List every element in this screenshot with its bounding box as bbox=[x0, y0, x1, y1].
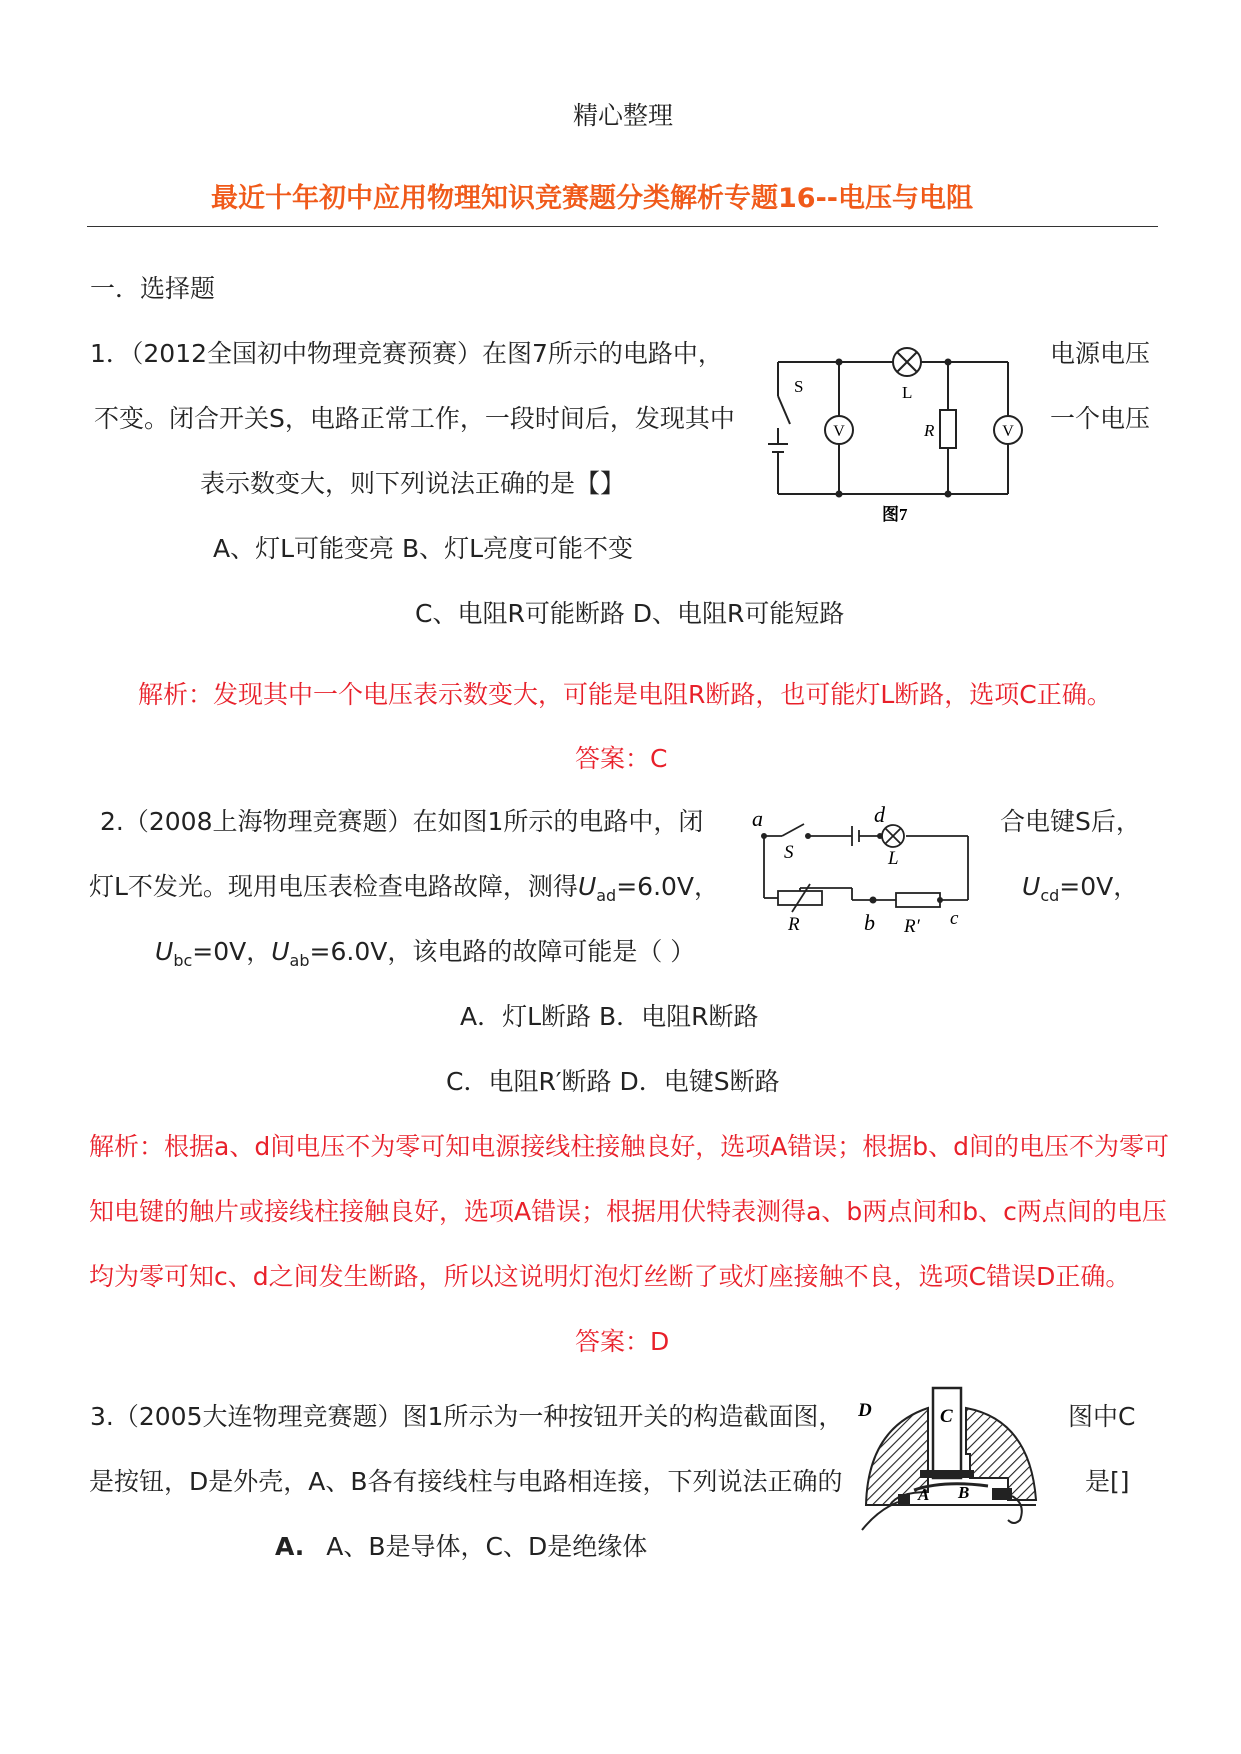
q2-ucd bbox=[1022, 871, 1138, 906]
u-ab-value: =6.0V，该电路的故障可能是（ ） bbox=[309, 937, 696, 966]
u-bc-value: =0V， bbox=[192, 937, 272, 966]
switch-label: S bbox=[794, 377, 804, 396]
u-ad-subscript: ad bbox=[596, 886, 617, 905]
u-ab-symbol: U bbox=[271, 937, 290, 966]
q3-line2-right: 是[] bbox=[1085, 1467, 1130, 1496]
button-c-label: C bbox=[940, 1406, 953, 1427]
q2-line1: 2.（2008上海物理竞赛题）在如图1所示的电路中，闭 bbox=[100, 807, 704, 836]
switch-label: S bbox=[784, 842, 794, 863]
voltmeter-1-icon bbox=[825, 416, 853, 444]
shell-d-label: D bbox=[858, 1400, 872, 1421]
q2-circuit-figure bbox=[740, 800, 980, 938]
rheostat-label: R bbox=[788, 914, 800, 935]
resistor-r-prime-label: R′ bbox=[904, 916, 920, 937]
voltmeter-2-icon bbox=[994, 416, 1022, 444]
u-bc-subscript: bc bbox=[173, 951, 193, 970]
header-tag: 精心整理 bbox=[573, 101, 674, 130]
terminal-a-label: A bbox=[918, 1485, 930, 1504]
q2-analysis-line1: 解析：根据a、d间电压不为零可知电源接线柱接触良好，选项A错误；根据b、d间的电压不为零可 bbox=[89, 1132, 1170, 1161]
q1-line1: 1．（2012全国初中物理竞赛预赛）在图7所示的电路中， bbox=[90, 339, 723, 368]
q2-analysis-line2: 知电键的触片或接线柱接触良好，选项A错误；根据用伏特表测得a、b两点间和b、c两点间的电压 bbox=[89, 1197, 1167, 1226]
u-cd-value: =0V， bbox=[1059, 872, 1139, 901]
q1-line2-right: 一个电压 bbox=[1050, 404, 1151, 433]
voltmeter-1-label: V bbox=[833, 423, 845, 440]
q2-line2 bbox=[89, 871, 719, 906]
u-bc-symbol: U bbox=[155, 937, 174, 966]
q1-analysis: 解析：发现其中一个电压表示数变大，可能是电阻R断路，也可能灯L断路，选项C正确。 bbox=[138, 680, 1112, 709]
node-b-label: b bbox=[864, 910, 875, 935]
q3-line1: 3.（2005大连物理竞赛题）图1所示为一种按钮开关的构造截面图， bbox=[90, 1402, 844, 1431]
q1-line2: 不变。闭合开关S，电路正常工作，一段时间后，发现其中 bbox=[94, 404, 735, 433]
q1-circuit-figure bbox=[768, 336, 1040, 526]
node-c-label: c bbox=[950, 908, 959, 929]
q2-options-ab: A．灯L断路 B．电阻R断路 bbox=[460, 1002, 759, 1031]
title-divider bbox=[87, 226, 1158, 227]
lamp-icon bbox=[893, 348, 921, 376]
q1-answer: 答案：C bbox=[575, 744, 668, 773]
q1-options-cd: C、电阻R可能断路 D、电阻R可能短路 bbox=[415, 599, 845, 628]
q1-options-ab: A、灯L可能变亮 B、灯L亮度可能不变 bbox=[213, 534, 634, 563]
q2-line2-text: 灯L不发光。现用电压表检查电路故障，测得 bbox=[89, 872, 578, 901]
lamp-label: L bbox=[888, 848, 899, 869]
terminal-b-label: B bbox=[958, 1483, 970, 1502]
q3-line2: 是按钮，D是外壳，A、B各有接线柱与电路相连接，下列说法正确的 bbox=[89, 1467, 843, 1496]
resistor-label: R bbox=[924, 421, 935, 440]
figure-caption: 图7 bbox=[882, 505, 908, 524]
lamp-label: L bbox=[902, 383, 913, 402]
u-ad-symbol: U bbox=[577, 872, 597, 901]
q2-line3 bbox=[155, 936, 695, 971]
page-title: 最近十年初中应用物理知识竞赛题分类解析专题16--电压与电阻 bbox=[211, 183, 973, 214]
u-ab-subscript: ab bbox=[289, 951, 310, 970]
q3-button-switch-figure bbox=[858, 1380, 1050, 1536]
q3-option-a-text: A、B是导体，C、D是绝缘体 bbox=[326, 1532, 648, 1561]
section-heading: 一．选择题 bbox=[90, 274, 216, 303]
node-a-label: a bbox=[752, 806, 763, 831]
lamp-icon bbox=[882, 825, 904, 847]
q3-option-a bbox=[275, 1531, 647, 1563]
q1-line3: 表示数变大，则下列说法正确的是【】 bbox=[200, 469, 626, 498]
u-cd-symbol: U bbox=[1022, 872, 1041, 901]
q2-line1-right: 合电键S后， bbox=[1000, 807, 1141, 836]
q3-line1-right: 图中C bbox=[1068, 1402, 1136, 1431]
q2-analysis-line3: 均为零可知c、d之间发生断路，所以这说明灯泡灯丝断了或灯座接触不良，选项C错误D正确。 bbox=[89, 1262, 1131, 1291]
q1-line1-right: 电源电压 bbox=[1050, 339, 1151, 368]
q2-options-cd: C．电阻R′断路 D．电键S断路 bbox=[446, 1067, 780, 1096]
u-cd-subscript: cd bbox=[1040, 886, 1060, 905]
q3-option-a-label: A. bbox=[275, 1532, 305, 1561]
node-d-label: d bbox=[874, 802, 885, 827]
voltmeter-2-label: V bbox=[1002, 423, 1014, 440]
u-ad-value: =6.0V， bbox=[616, 872, 720, 901]
q2-answer: 答案：D bbox=[575, 1327, 670, 1356]
